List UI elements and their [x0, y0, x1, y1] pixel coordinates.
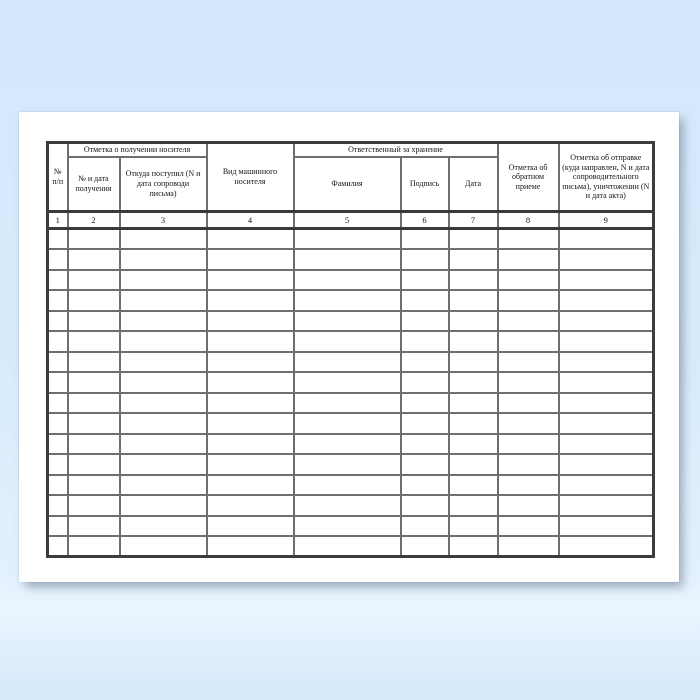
- table-row: [48, 290, 654, 311]
- table-row: [48, 270, 654, 291]
- empty-cell: [207, 516, 294, 537]
- empty-cell: [559, 229, 654, 250]
- empty-cell: [48, 372, 68, 393]
- col-header-dispatch-mark: Отметка об отправке (куда направлен, N и дата сопроводительного письма), уничтожении (N и дата акта): [559, 143, 654, 212]
- empty-cell: [68, 495, 120, 516]
- empty-cell: [294, 454, 401, 475]
- empty-cell: [559, 249, 654, 270]
- column-number: 3: [120, 212, 207, 229]
- empty-cell: [207, 229, 294, 250]
- empty-cell: [120, 270, 207, 291]
- table-row: [48, 413, 654, 434]
- column-number: 2: [68, 212, 120, 229]
- empty-cell: [559, 536, 654, 557]
- col-header-date: Дата: [449, 157, 498, 212]
- empty-cell: [68, 516, 120, 537]
- col-header-origin: Откуда поступил (N и дата сопроводи письма): [120, 157, 207, 212]
- empty-cell: [120, 290, 207, 311]
- empty-cell: [294, 495, 401, 516]
- empty-cell: [498, 536, 559, 557]
- empty-cell: [449, 434, 498, 455]
- empty-cell: [68, 270, 120, 291]
- empty-cell: [498, 434, 559, 455]
- empty-cell: [401, 516, 449, 537]
- empty-cell: [48, 536, 68, 557]
- empty-cell: [401, 311, 449, 332]
- empty-cell: [207, 536, 294, 557]
- empty-cell: [401, 331, 449, 352]
- empty-cell: [401, 454, 449, 475]
- empty-cell: [498, 249, 559, 270]
- group-header-storage: Ответственный за хранение: [294, 143, 498, 157]
- empty-cell: [68, 311, 120, 332]
- empty-cell: [498, 393, 559, 414]
- empty-cell: [68, 352, 120, 373]
- column-number-row: [48, 212, 654, 229]
- table-row: [48, 495, 654, 516]
- table-row: [48, 249, 654, 270]
- table-row: [48, 516, 654, 537]
- empty-cell: [68, 393, 120, 414]
- empty-cell: [48, 495, 68, 516]
- empty-cell: [207, 311, 294, 332]
- empty-cell: [48, 249, 68, 270]
- group-header-row: [48, 143, 654, 157]
- empty-cell: [48, 413, 68, 434]
- empty-cell: [120, 331, 207, 352]
- empty-cell: [498, 475, 559, 496]
- empty-cell: [294, 331, 401, 352]
- empty-cell: [401, 229, 449, 250]
- col-header-num: № п/п: [48, 143, 68, 212]
- empty-cell: [559, 475, 654, 496]
- empty-cell: [559, 393, 654, 414]
- empty-cell: [294, 536, 401, 557]
- empty-cell: [120, 516, 207, 537]
- empty-cell: [120, 536, 207, 557]
- empty-cell: [559, 413, 654, 434]
- table-row: [48, 229, 654, 250]
- group-header-receipt: Отметка о получении носителя: [68, 143, 207, 157]
- empty-cell: [68, 475, 120, 496]
- empty-cell: [207, 475, 294, 496]
- empty-cell: [48, 290, 68, 311]
- empty-cell: [68, 413, 120, 434]
- empty-cell: [449, 454, 498, 475]
- empty-cell: [48, 475, 68, 496]
- empty-cell: [120, 434, 207, 455]
- empty-cell: [120, 454, 207, 475]
- empty-cell: [449, 229, 498, 250]
- empty-cell: [401, 536, 449, 557]
- empty-cell: [68, 372, 120, 393]
- empty-cell: [449, 352, 498, 373]
- empty-cell: [449, 249, 498, 270]
- empty-cell: [68, 290, 120, 311]
- column-number: 5: [294, 212, 401, 229]
- empty-cell: [120, 311, 207, 332]
- empty-cell: [559, 495, 654, 516]
- column-number: 7: [449, 212, 498, 229]
- empty-cell: [401, 434, 449, 455]
- empty-cell: [207, 413, 294, 434]
- empty-cell: [401, 270, 449, 291]
- empty-cell: [498, 290, 559, 311]
- empty-cell: [207, 495, 294, 516]
- empty-cell: [498, 270, 559, 291]
- empty-cell: [120, 413, 207, 434]
- empty-cell: [68, 331, 120, 352]
- empty-cell: [68, 229, 120, 250]
- empty-cell: [48, 393, 68, 414]
- empty-cell: [120, 475, 207, 496]
- col-header-receipt-date: № и дата получения: [68, 157, 120, 212]
- empty-cell: [68, 536, 120, 557]
- column-number: 9: [559, 212, 654, 229]
- empty-cell: [120, 249, 207, 270]
- empty-cell: [449, 495, 498, 516]
- empty-cell: [68, 249, 120, 270]
- col-header-return-mark: Отметка об обратном приеме: [498, 143, 559, 212]
- empty-cell: [207, 372, 294, 393]
- empty-cell: [449, 311, 498, 332]
- table-row: [48, 331, 654, 352]
- empty-cell: [120, 229, 207, 250]
- empty-cell: [449, 393, 498, 414]
- empty-cell: [48, 311, 68, 332]
- empty-cell: [48, 516, 68, 537]
- empty-cell: [401, 393, 449, 414]
- empty-cell: [401, 413, 449, 434]
- empty-cell: [559, 516, 654, 537]
- empty-cell: [449, 516, 498, 537]
- empty-cell: [498, 495, 559, 516]
- empty-cell: [294, 413, 401, 434]
- empty-cell: [498, 454, 559, 475]
- empty-cell: [120, 352, 207, 373]
- register-table: [46, 141, 655, 558]
- empty-cell: [559, 434, 654, 455]
- empty-cell: [68, 454, 120, 475]
- table-row: [48, 393, 654, 414]
- empty-cell: [559, 331, 654, 352]
- empty-cell: [48, 454, 68, 475]
- empty-cell: [207, 454, 294, 475]
- empty-cell: [207, 331, 294, 352]
- empty-cell: [498, 372, 559, 393]
- empty-cell: [401, 290, 449, 311]
- empty-cell: [48, 331, 68, 352]
- empty-cell: [401, 495, 449, 516]
- empty-cell: [294, 270, 401, 291]
- col-header-surname: Фамилия: [294, 157, 401, 212]
- empty-cell: [294, 372, 401, 393]
- empty-cell: [207, 393, 294, 414]
- table-row: [48, 311, 654, 332]
- empty-cell: [294, 516, 401, 537]
- empty-cell: [294, 393, 401, 414]
- empty-cell: [449, 536, 498, 557]
- empty-cell: [207, 290, 294, 311]
- empty-cell: [498, 352, 559, 373]
- empty-cell: [120, 495, 207, 516]
- empty-cell: [449, 413, 498, 434]
- empty-cell: [498, 516, 559, 537]
- table-row: [48, 352, 654, 373]
- empty-cell: [401, 249, 449, 270]
- empty-cell: [294, 290, 401, 311]
- table-row: [48, 475, 654, 496]
- empty-cell: [294, 229, 401, 250]
- empty-cell: [401, 352, 449, 373]
- empty-cell: [207, 270, 294, 291]
- empty-cell: [401, 372, 449, 393]
- empty-cell: [559, 352, 654, 373]
- empty-cell: [120, 393, 207, 414]
- empty-cell: [207, 434, 294, 455]
- empty-cell: [294, 434, 401, 455]
- empty-cell: [68, 434, 120, 455]
- empty-cell: [294, 249, 401, 270]
- empty-cell: [498, 413, 559, 434]
- table-row: [48, 372, 654, 393]
- empty-cell: [294, 311, 401, 332]
- empty-cell: [559, 372, 654, 393]
- empty-cell: [559, 270, 654, 291]
- table-row: [48, 434, 654, 455]
- empty-cell: [48, 229, 68, 250]
- empty-cell: [48, 434, 68, 455]
- empty-cell: [498, 229, 559, 250]
- empty-cell: [207, 352, 294, 373]
- empty-cell: [294, 352, 401, 373]
- empty-rows: [48, 229, 654, 557]
- empty-cell: [294, 475, 401, 496]
- empty-cell: [559, 311, 654, 332]
- empty-cell: [498, 331, 559, 352]
- empty-cell: [449, 290, 498, 311]
- empty-cell: [498, 311, 559, 332]
- col-header-signature: Подпись: [401, 157, 449, 212]
- document-sheet: [19, 112, 679, 582]
- empty-cell: [449, 475, 498, 496]
- table-row: [48, 536, 654, 557]
- empty-cell: [401, 475, 449, 496]
- empty-cell: [207, 249, 294, 270]
- empty-cell: [48, 352, 68, 373]
- col-header-media-type: Вид машинного носителя: [207, 143, 294, 212]
- column-number: 8: [498, 212, 559, 229]
- empty-cell: [449, 270, 498, 291]
- empty-cell: [48, 270, 68, 291]
- empty-cell: [449, 331, 498, 352]
- empty-cell: [559, 290, 654, 311]
- column-number: 6: [401, 212, 449, 229]
- empty-cell: [120, 372, 207, 393]
- column-number: 4: [207, 212, 294, 229]
- empty-cell: [559, 454, 654, 475]
- empty-cell: [449, 372, 498, 393]
- table-row: [48, 454, 654, 475]
- column-number: 1: [48, 212, 68, 229]
